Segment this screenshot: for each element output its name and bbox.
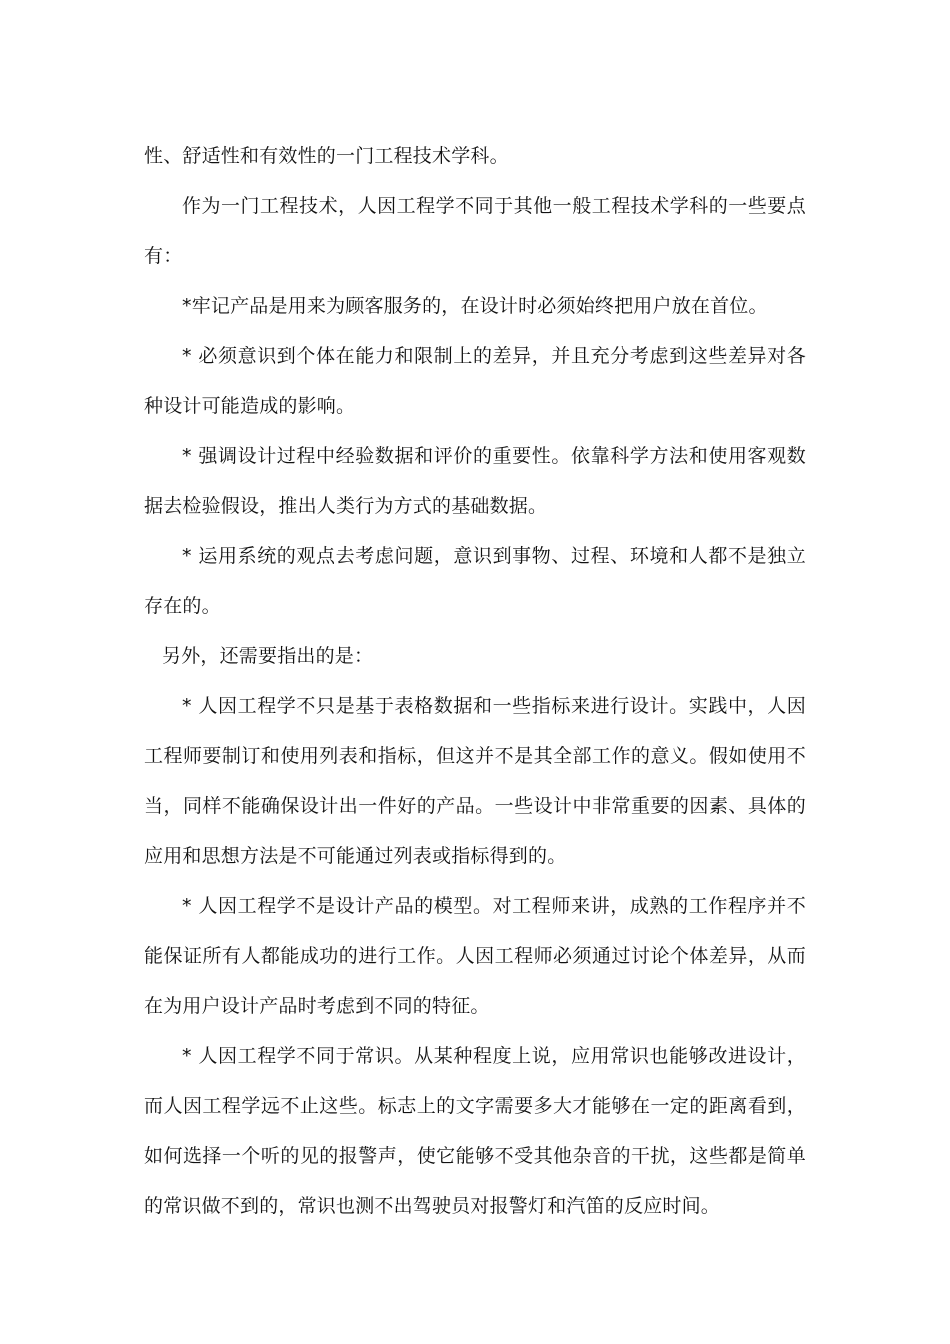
paragraph-note-2: * 人因工程学不是设计产品的模型。对工程师来讲，成熟的工作程序并不能保证所有人都能成功的进行工作。人因工程师必须通过讨论个体差异，从而在为用户设计产品时考虑到不同的特征。 xyxy=(144,895,806,1017)
paragraph-note-1: * 人因工程学不只是基于表格数据和一些指标来进行设计。实践中，人因工程师要制订和使用列表和指标，但这并不是其全部工作的意义。假如使用不当，同样不能确保设计出一件好的产品。一些设计中非常重要的因素、具体的应用和思想方法是不可能通过列表或指标得到的。 xyxy=(144,695,806,867)
paragraph-point-1: *牢记产品是用来为顾客服务的，在设计时必须始终把用户放在首位。 xyxy=(182,295,768,317)
paragraph-note-3: * 人因工程学不同于常识。从某种程度上说，应用常识也能够改进设计，而人因工程学远不止这些。标志上的文字需要多大才能够在一定的距离看到，如何选择一个听的见的报警声，使它能够不受其他杂音的干扰，这些都是简单的常识做不到的，常识也测不出驾驶员对报警灯和汽笛的反应时间。 xyxy=(144,1045,806,1217)
document-body xyxy=(144,131,806,1231)
paragraph-continuation: 性、舒适性和有效性的一门工程技术学科。 xyxy=(144,145,509,167)
paragraph-intro: 作为一门工程技术，人因工程学不同于其他一般工程技术学科的一些要点有： xyxy=(144,195,806,267)
paragraph-point-3: * 强调设计过程中经验数据和评价的重要性。依靠科学方法和使用客观数据去检验假设，推出人类行为方式的基础数据。 xyxy=(144,445,806,517)
paragraph-point-4: * 运用系统的观点去考虑问题，意识到事物、过程、环境和人都不是独立存在的。 xyxy=(144,545,806,617)
paragraph-additionally: 另外，还需要指出的是： xyxy=(162,645,374,667)
paragraph-point-2: * 必须意识到个体在能力和限制上的差异，并且充分考虑到这些差异对各种设计可能造成的影响。 xyxy=(144,345,806,417)
